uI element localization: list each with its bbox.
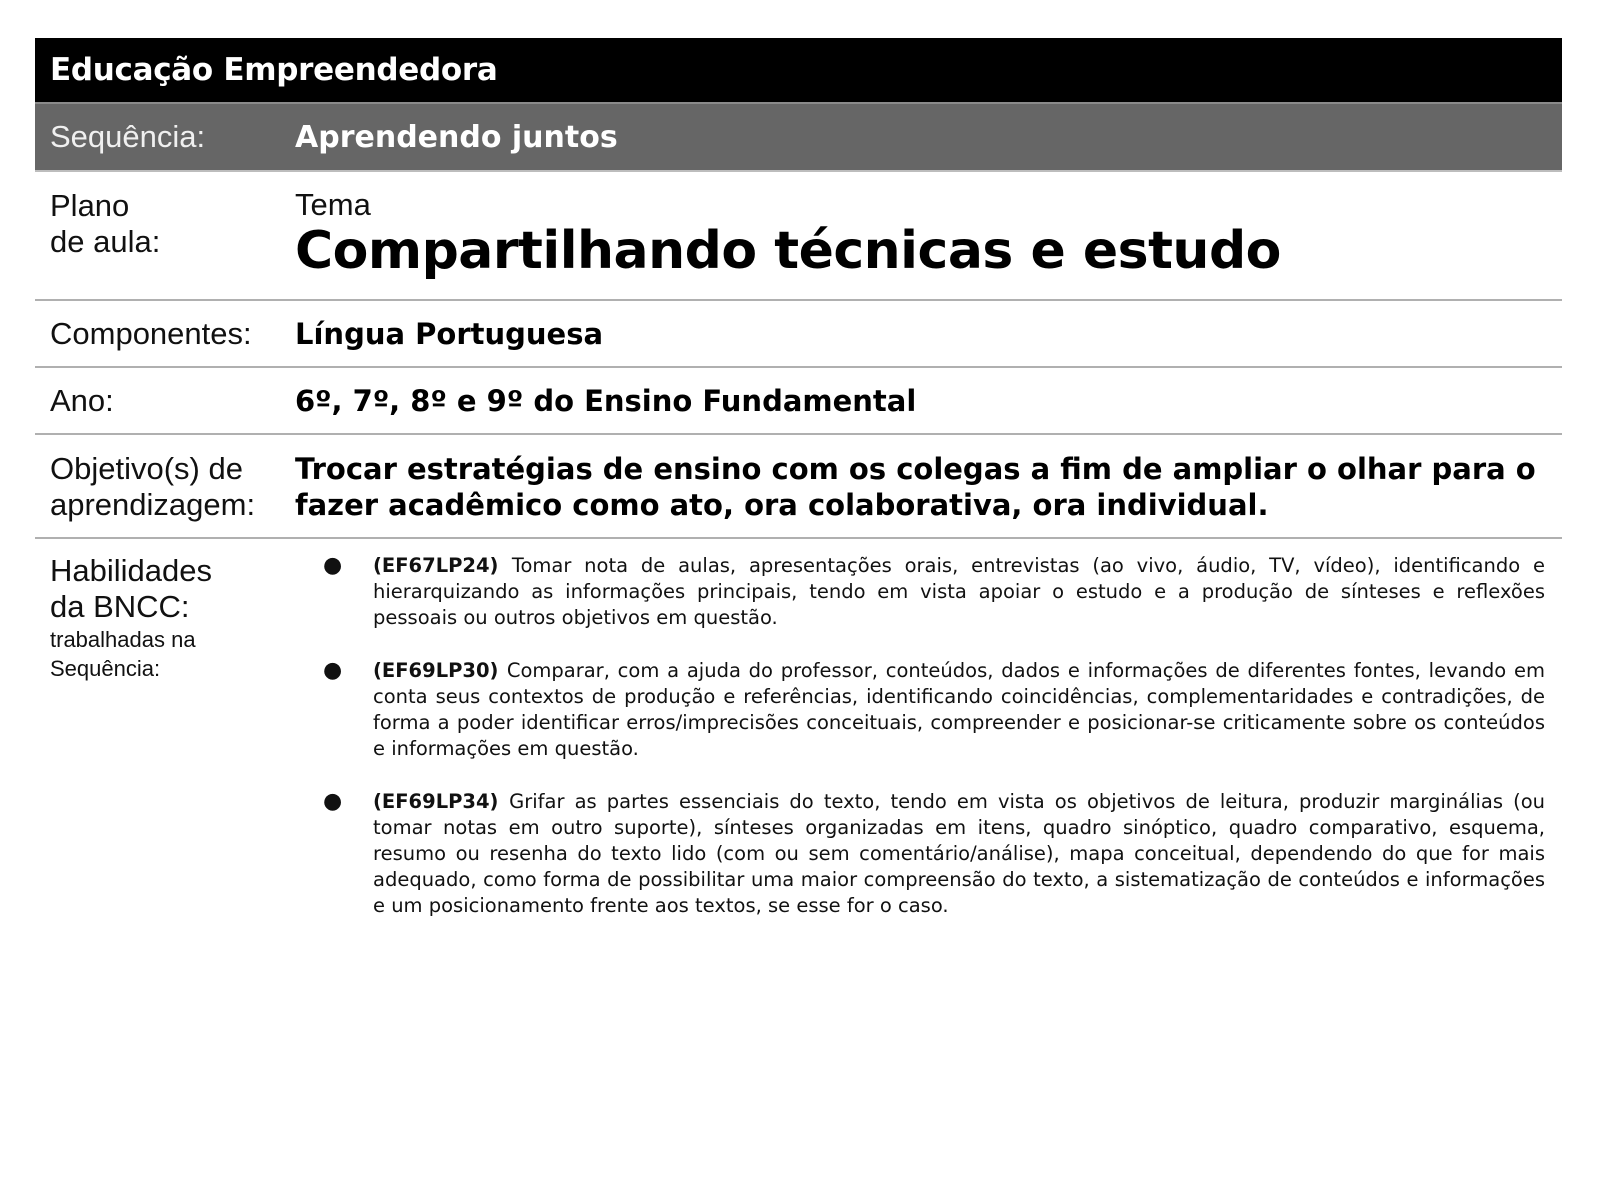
program-title: Educação Empreendedora bbox=[50, 52, 498, 88]
ano-label: Ano: bbox=[50, 382, 114, 418]
skill-item bbox=[295, 789, 1545, 919]
objetivos-label bbox=[35, 435, 295, 537]
plano-label-line2: de aula: bbox=[50, 224, 161, 259]
tema-title: Compartilhando técnicas e estudo bbox=[295, 221, 1281, 281]
habilidades-label-line1: Habilidades bbox=[50, 553, 212, 588]
bullet-icon: ● bbox=[323, 658, 343, 683]
componentes-row bbox=[35, 301, 1562, 368]
habilidades-row bbox=[35, 539, 1562, 946]
objetivos-row bbox=[35, 435, 1562, 539]
habilidades-sublabel-line1: trabalhadas na bbox=[50, 627, 196, 652]
habilidades-sublabel-line2: Sequência: bbox=[50, 656, 161, 681]
skill-text: Tomar nota de aulas, apresentações orais, entrevistas (ao vivo, áudio, TV, vídeo), identificando e hierarquizando as informações principais, tendo em vista apoiar o estudo e a produção de sínteses e reflexões pessoais ou outros objetivos em questão. bbox=[373, 554, 1545, 629]
lesson-plan-document bbox=[35, 38, 1562, 946]
skill-item bbox=[295, 553, 1545, 631]
plano-row bbox=[35, 172, 1562, 301]
bullet-icon: ● bbox=[323, 553, 343, 578]
skill-code: (EF69LP30) bbox=[373, 659, 507, 682]
skill-text: Grifar as partes essenciais do texto, tendo em vista os objetivos de leitura, produzir marginálias (ou tomar notas em outro suporte), sínteses organizadas em itens, quadro sinóptico, quadro comparativo, esquema, resumo ou resenha do texto lido (com ou sem comentário/análise), mapa conceitual, dependendo do que for mais adequado, como forma de possibilitar uma maior compreensão do texto, a sistematização de conteúdos e informações e um posicionamento frente aos textos, se esse for o caso. bbox=[373, 790, 1546, 917]
componentes-value: Língua Portuguesa bbox=[295, 316, 604, 351]
bullet-icon: ● bbox=[323, 789, 343, 814]
objetivos-value: Trocar estratégias de ensino com os colegas a fim de ampliar o olhar para o fazer acadêmico como ato, ora colaborativa, ora individual. bbox=[295, 452, 1536, 522]
program-header bbox=[35, 38, 1562, 104]
habilidades-label-line2: da BNCC: bbox=[50, 589, 190, 624]
objetivos-label-line1: Objetivo(s) de bbox=[50, 451, 243, 486]
sequence-value: Aprendendo juntos bbox=[295, 119, 618, 155]
componentes-label: Componentes: bbox=[50, 315, 252, 351]
plano-label-line1: Plano bbox=[50, 188, 130, 223]
skill-code: (EF69LP34) bbox=[373, 790, 510, 813]
skill-text: Comparar, com a ajuda do professor, conteúdos, dados e informações de diferentes fontes, levando em conta seus contextos de produção e referências, identificando coincidências, complementaridades e contradições, de forma a poder identificar erros/imprecisões conceituais, compreender e posicionar-se criticamente sobre os conteúdos e informações em questão. bbox=[373, 659, 1546, 760]
skill-item bbox=[295, 658, 1545, 762]
plano-value bbox=[295, 172, 1562, 299]
tema-label: Tema bbox=[295, 187, 371, 222]
objetivos-label-line2: aprendizagem: bbox=[50, 487, 256, 522]
plano-label bbox=[35, 172, 295, 299]
sequence-label: Sequência: bbox=[50, 119, 206, 154]
skill-code: (EF67LP24) bbox=[373, 554, 512, 577]
ano-row bbox=[35, 368, 1562, 435]
skills-list bbox=[295, 553, 1562, 946]
ano-value: 6º, 7º, 8º e 9º do Ensino Fundamental bbox=[295, 383, 917, 418]
sequence-row bbox=[35, 104, 1562, 172]
habilidades-label bbox=[35, 553, 295, 946]
